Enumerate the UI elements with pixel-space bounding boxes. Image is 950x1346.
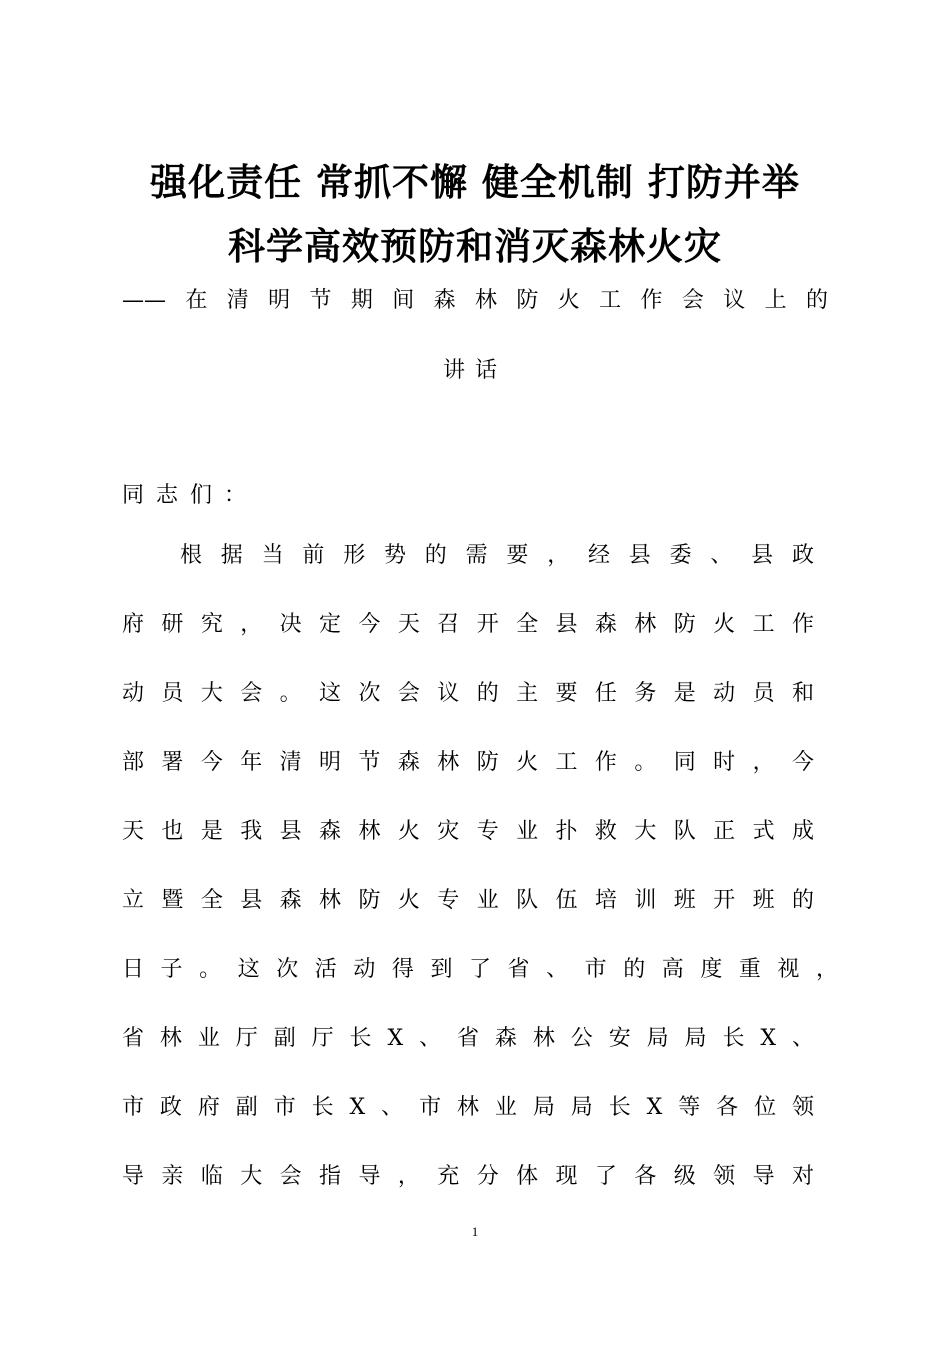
body-line: 府研究，决定今天召开全县森林防火工作 [122, 612, 814, 637]
body-line: 导亲临大会指导，充分体现了各级领导对 [122, 1164, 814, 1189]
body-line: 立暨全县森林防火专业队伍培训班开班的 [122, 888, 814, 913]
title-line-2: 科学高效预防和消灭森林火灾 [228, 224, 722, 268]
title-line-1: 强化责任 常抓不懈 健全机制 打防并举 [150, 160, 800, 204]
body-line: 动员大会。这次会议的主要任务是动员和 [122, 681, 814, 706]
body-line: 市政府副市长X、市林业局局长X等各位领 [122, 1095, 814, 1120]
body-line: 省林业厅副厅长X、省森林公安局局长X、 [122, 1026, 814, 1051]
subtitle-line-1: ——在清明节期间森林防火工作会议上的 [122, 288, 828, 313]
body-line: 日子。这次活动得到了省、市的高度重视， [122, 957, 838, 982]
body-line: 部署今年清明节森林防火工作。同时，今 [122, 750, 814, 775]
body-line: 根据当前形势的需要，经县委、县政 [180, 543, 814, 568]
salutation: 同志们： [122, 483, 259, 508]
body-line: 天也是我县森林火灾专业扑救大队正式成 [122, 819, 814, 844]
page-number: 1 [471, 1224, 479, 1239]
subtitle-line-2: 讲话 [442, 358, 507, 383]
